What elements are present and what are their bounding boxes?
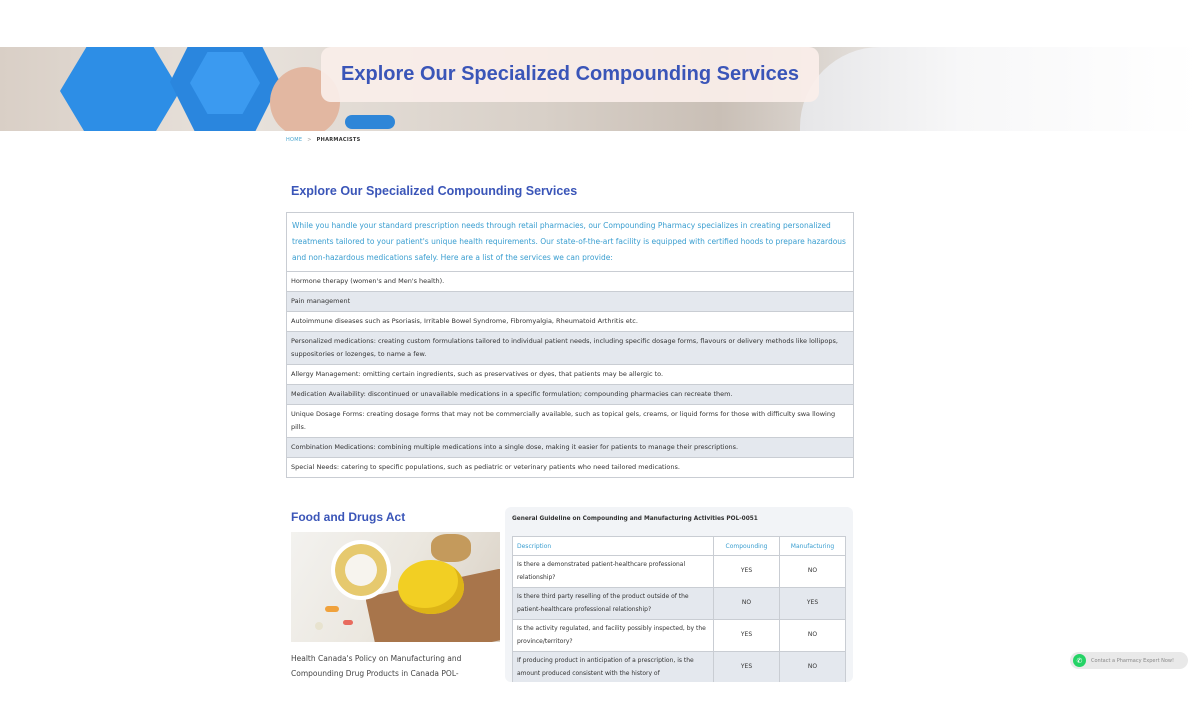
services-intro: While you handle your standard prescription needs through retail pharmacies, our Compounding Pharmacy specializes in creating personalized treatments tailored to your patient's unique health requirements. Our state-of-the-art facility is equipped with certified hoods to prepare hazardous and non-hazardous medications safely. Here are a list of the services we can provide: bbox=[287, 213, 853, 272]
column-header-manufacturing: Manufacturing bbox=[780, 537, 846, 556]
row-compounding: NO bbox=[714, 588, 780, 620]
services-title: Explore Our Specialized Compounding Services bbox=[291, 184, 578, 198]
row-description: If producing product in anticipation of a prescription, is the amount produced consistent with the history of bbox=[513, 652, 714, 683]
breadcrumb-home-link[interactable]: HOME bbox=[286, 137, 303, 143]
breadcrumb-current: PHARMACISTS bbox=[316, 137, 361, 143]
lemon-shape bbox=[398, 560, 464, 614]
hero-banner bbox=[0, 47, 1200, 131]
service-item: Combination Medications: combining multiple medications into a single dose, making it easier for patients to manage their prescriptions. bbox=[287, 438, 853, 458]
hero-title-box bbox=[321, 47, 819, 102]
row-manufacturing: NO bbox=[780, 556, 846, 588]
service-item: Unique Dosage Forms: creating dosage forms that may not be commercially available, such as topical gels, creams, or liquid forms for those with difficulty swa llowing pills. bbox=[287, 405, 853, 438]
row-compounding: YES bbox=[714, 620, 780, 652]
hero-molecule-shape bbox=[60, 47, 180, 131]
service-item: Personalized medications: creating custom formulations tailored to individual patient needs, including specific dosage forms, flavours or delivery methods like lollipops, suppositories or lozenges, to name a few. bbox=[287, 332, 853, 365]
service-item: Autoimmune diseases such as Psoriasis, Irritable Bowel Syndrome, Fibromyalgia, Rheumatoid Arthritis etc. bbox=[287, 312, 853, 332]
pill-shape bbox=[325, 606, 339, 612]
row-compounding: YES bbox=[714, 652, 780, 683]
ginger-shape bbox=[431, 534, 471, 562]
whatsapp-label: Contact a Pharmacy Expert Now! bbox=[1091, 657, 1175, 664]
guideline-card bbox=[505, 507, 853, 682]
column-header-description: Description bbox=[513, 537, 714, 556]
pill-bowl-shape bbox=[331, 540, 391, 600]
hero-coat-shape bbox=[800, 47, 1200, 131]
table-row bbox=[513, 556, 846, 588]
row-description: Is there third party reselling of the product outside of the patient-healthcare professional relationship? bbox=[513, 588, 714, 620]
food-drugs-description: Health Canada's Policy on Manufacturing and Compounding Drug Products in Canada POL- bbox=[291, 654, 462, 678]
services-table bbox=[286, 212, 854, 478]
breadcrumb bbox=[286, 137, 361, 143]
row-manufacturing: YES bbox=[780, 588, 846, 620]
row-manufacturing: NO bbox=[780, 652, 846, 683]
whatsapp-icon: ✆ bbox=[1073, 654, 1086, 667]
table-row bbox=[513, 588, 846, 620]
pill-shape bbox=[343, 620, 353, 625]
guideline-table bbox=[512, 536, 846, 682]
table-row bbox=[513, 652, 846, 683]
hero-title: Explore Our Specialized Compounding Services bbox=[341, 63, 799, 85]
service-item: Pain management bbox=[287, 292, 853, 312]
row-compounding: YES bbox=[714, 556, 780, 588]
row-description: Is the activity regulated, and facility possibly inspected, by the province/territory? bbox=[513, 620, 714, 652]
row-description: Is there a demonstrated patient-healthcare professional relationship? bbox=[513, 556, 714, 588]
table-header-row bbox=[513, 537, 846, 556]
service-item: Hormone therapy (women's and Men's health). bbox=[287, 272, 853, 292]
food-drugs-title: Food and Drugs Act bbox=[291, 510, 406, 524]
service-item: Allergy Management: omitting certain ingredients, such as preservatives or dyes, that patients may be allergic to. bbox=[287, 365, 853, 385]
supplements-image bbox=[291, 532, 500, 642]
pill-shape bbox=[315, 622, 323, 630]
hero-capsule-shape bbox=[345, 115, 395, 129]
breadcrumb-separator: > bbox=[307, 137, 312, 143]
column-header-compounding: Compounding bbox=[714, 537, 780, 556]
service-item: Medication Availability: discontinued or unavailable medications in a specific formulation; compounding pharmacies can recreate them. bbox=[287, 385, 853, 405]
service-item: Special Needs: catering to specific populations, such as pediatric or veterinary patients who need tailored medications. bbox=[291, 463, 680, 471]
guideline-title: General Guideline on Compounding and Manufacturing Activities POL-0051 bbox=[512, 516, 758, 522]
row-manufacturing: NO bbox=[780, 620, 846, 652]
whatsapp-contact-button[interactable] bbox=[1070, 652, 1188, 669]
table-row bbox=[513, 620, 846, 652]
